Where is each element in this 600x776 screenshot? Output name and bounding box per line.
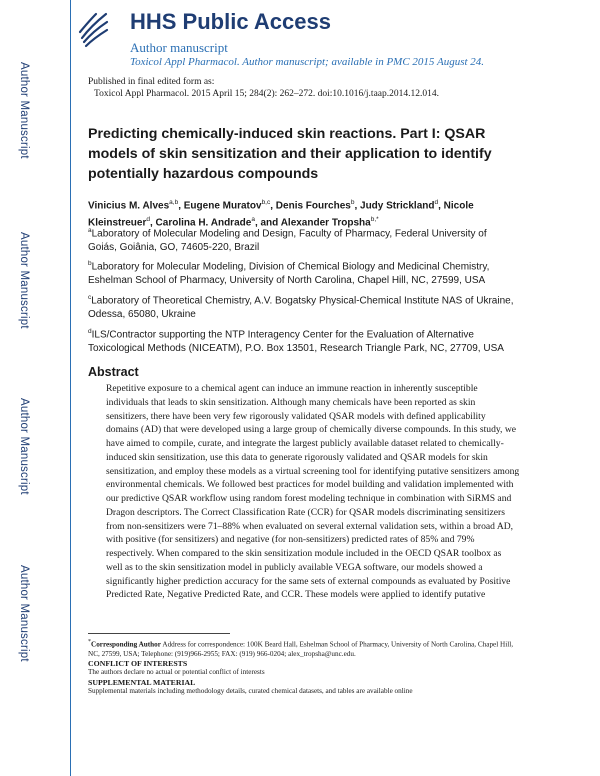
published-label: Published in final edited form as: <box>88 77 215 87</box>
author-affiliation-marker: a,b <box>169 199 179 206</box>
author-affiliation-marker: b,c <box>261 199 271 206</box>
author-name: Vinicius M. Alves <box>88 200 170 212</box>
hhs-citation: Toxicol Appl Pharmacol. Author manuscript; available in PMC 2015 August 24. <box>130 56 485 68</box>
side-label: Author Manuscript <box>18 62 30 159</box>
affiliation-marker: a <box>88 227 92 234</box>
side-label: Author Manuscript <box>18 398 30 495</box>
corr-text: Address for correspondence: 100K Beard Hall, Eshelman School of Pharmacy, University of North Carolina, Chapel Hill, NC, 27599, USA; Telephone: (919)966-2955; FAX: (919) 966-0204; alex_tropsha@unc.edu. <box>88 640 514 658</box>
affiliation <box>88 325 518 356</box>
left-rule <box>70 0 71 776</box>
author-name: Nicole Kleinstreuer <box>88 200 474 229</box>
author-separator: , <box>178 200 184 212</box>
author-affiliation-marker: d <box>146 215 150 223</box>
side-label: Author Manuscript <box>18 232 30 329</box>
author-affiliation-marker: b <box>350 199 355 206</box>
abstract-text: Repetitive exposure to a chemical agent can induce an immune reaction in inherently susceptible individuals that leads to skin sensitization. Although many chemicals have been reported as skin sensitizers, there have been very few rigorously validated QSAR models with defined applicability domains (AD) that were developed using a large group of chemically diverse compounds. In this study, we have aimed to compile, curate, and integrate the largest publicly available dataset related to chemically-induced skin sensitization, use this data to generate rigorously validated and QSAR models for skin sensitization, and employ these models as a virtual screening tool for identifying putative sensitizers among environmental chemicals. We followed best practices for model building and validation implemented with our predictive QSAR workflow using random forest modeling technique in combination with SiRMS and Dragon descriptors. The Correct Classification Rate (CCR) for QSAR models discriminating sensitizers from non-sensitizers were 71–88% when evaluated on several external validation sets, within a broad AD, with positive (for sensitizers) and negative (for non-sensitizers) predicted rates of 85% and 79% respectively. When compared to the skin sensitization module included in the OECD QSAR toolbox as well as to the skin sensitization model in publicly available VEGA software, our models showed a significantly higher prediction accuracy for the same sets of external compounds as evaluated by Positive Predicted Rate, Negative Predicted Rate, and CCR. These models were applied to identify putative <box>106 383 520 601</box>
supp-text: Supplemental materials including methodology details, curated chemical datasets, and tables are available online <box>88 686 413 695</box>
author-name: Carolina H. Andrade <box>155 217 252 229</box>
affiliation-marker: b <box>88 260 92 267</box>
affiliation-text: Laboratory for Molecular Modeling, Division of Chemical Biology and Medicinal Chemistry, Eshelman School of Pharmacy, University of North Carolina, Chapel Hill, NC, 27599, USA <box>88 261 490 287</box>
hhs-subtitle: Author manuscript <box>130 40 228 55</box>
hhs-title: HHS Public Access <box>130 9 331 34</box>
coi-text: The authors declare no actual or potential conflict of interests <box>88 668 265 677</box>
footnotes <box>88 638 518 696</box>
author-separator: , and <box>254 217 281 229</box>
corr-label: Corresponding Author <box>91 640 161 649</box>
corresponding-author-note: *Corresponding Author Address for correspondence: 100K Beard Hall, Eshelman School of Pharmacy, University of North Carolina, Chapel Hill, NC, 27599, USA; Telephone: (919)966-2955; FAX: (919) 966-0204; alex_tropsha@unc.edu. <box>88 639 514 658</box>
affiliation <box>88 291 518 322</box>
affiliation-text: Laboratory of Molecular Modeling and Design, Faculty of Pharmacy, Federal University of Goiás, Goiânia, GO, 74605-220, Brazil <box>88 228 487 254</box>
published-info <box>88 76 439 100</box>
supp-heading: SUPPLEMENTAL MATERIAL <box>88 677 196 687</box>
coi-heading: CONFLICT OF INTERESTS <box>88 658 188 668</box>
affiliation-text: Laboratory of Theoretical Chemistry, A.V. Bogatsky Physical-Chemical Institute NAS of Ukraine, Odessa, 65080, Ukraine <box>88 295 514 321</box>
author-separator: , <box>438 200 444 212</box>
abstract-heading: Abstract <box>88 365 139 379</box>
affiliation <box>88 257 518 288</box>
side-label: Author Manuscript <box>18 565 30 662</box>
author-name: Denis Fourches <box>275 200 351 212</box>
article-title: Predicting chemically-induced skin reactions. Part I: QSAR models of skin sensitization and their application to identify potentially hazardous compounds <box>88 126 492 182</box>
author-separator: , <box>354 200 361 212</box>
published-citation: Toxicol Appl Pharmacol. 2015 April 15; 284(2): 262–272. doi:10.1016/j.taap.2014.12.014. <box>94 89 440 99</box>
hhs-eagle-logo-icon <box>76 8 110 48</box>
affiliation-text: ILS/Contractor supporting the NTP Interagency Center for the Evaluation of Alternative Toxicological Methods (NICEATM), P.O. Box 13501, Research Triangle Park, NC, 27709, USA <box>88 329 504 355</box>
footnote-rule <box>88 633 230 634</box>
author-affiliation-marker: b,* <box>370 215 379 223</box>
author-separator: , <box>149 217 156 229</box>
author-affiliation-marker: a <box>251 215 255 223</box>
affiliation-marker: d <box>88 328 92 335</box>
affiliation <box>88 224 518 255</box>
affiliation-marker: c <box>88 294 92 301</box>
author-name: Eugene Muratov <box>183 200 262 212</box>
author-affiliation-marker: d <box>434 199 439 206</box>
author-name: Alexander Tropsha <box>280 217 371 229</box>
author-separator: , <box>270 200 276 212</box>
author-name: Judy Strickland <box>360 200 435 212</box>
